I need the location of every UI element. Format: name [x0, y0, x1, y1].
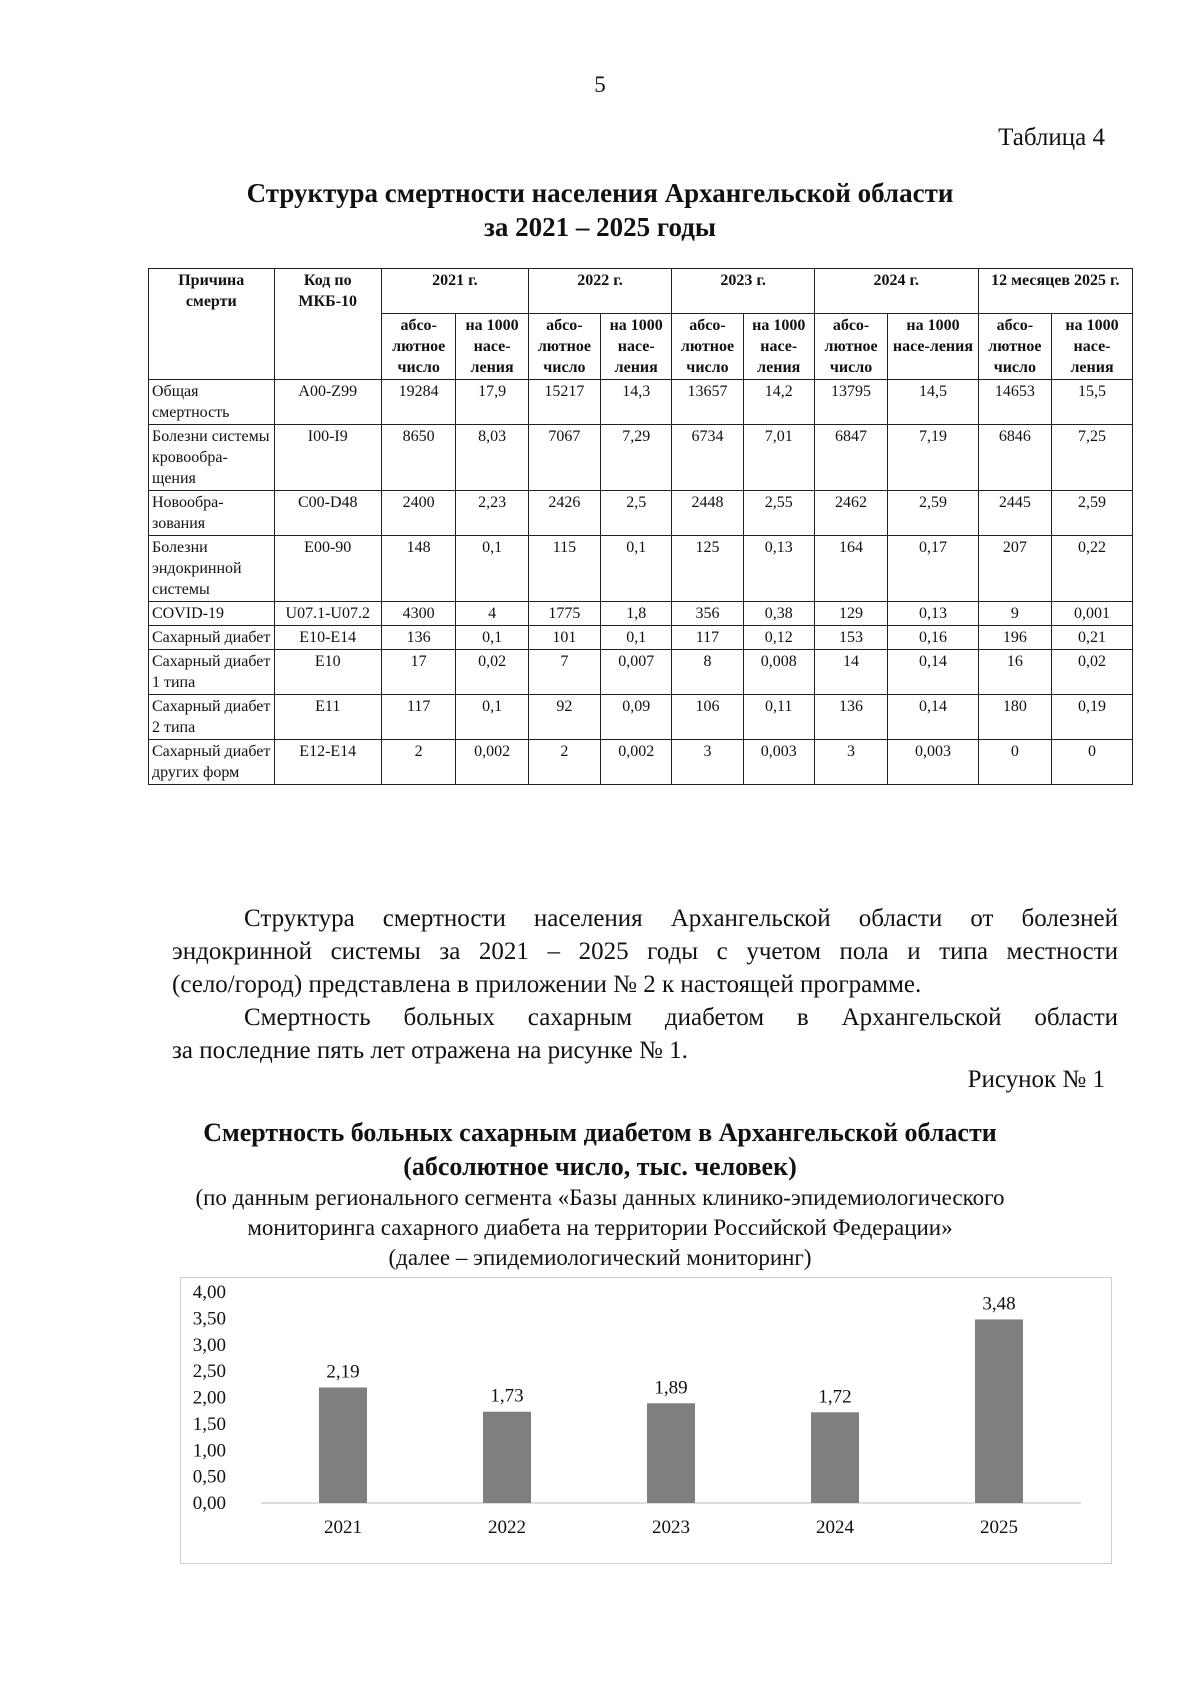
cell-per1000: 0,001 [1052, 602, 1133, 626]
cell-abs: 101 [528, 626, 600, 650]
table-title-line: Структура смертности населения Архангельской области [246, 178, 954, 208]
cell-abs: 0 [978, 740, 1051, 785]
cell-per1000: 0,003 [743, 740, 814, 785]
cell-abs: 207 [978, 536, 1051, 602]
chart-title [0, 1116, 1200, 1184]
bar-2021 [319, 1387, 367, 1503]
cell-abs: 115 [528, 536, 600, 602]
cell-code: E10 [274, 650, 381, 695]
cell-per1000: 0,1 [601, 536, 672, 602]
cell-per1000: 0,1 [601, 626, 672, 650]
cell-abs: 14653 [978, 380, 1051, 425]
y-tick-label: 1,00 [192, 1440, 226, 1462]
header-per1000: на 1000 насе-ления [888, 314, 978, 380]
cell-code: A00-Z99 [274, 380, 381, 425]
cell-abs: 3 [672, 740, 743, 785]
cell-per1000: 0,02 [1052, 650, 1133, 695]
header-per1000: на 1000 насе-ления [743, 314, 814, 380]
cell-per1000: 0,13 [888, 602, 978, 626]
cell-abs: 6847 [814, 425, 887, 491]
table-row [149, 425, 1133, 491]
cell-code: E00-90 [274, 536, 381, 602]
cell-abs: 4300 [381, 602, 455, 626]
paragraph-1 [172, 902, 1118, 1001]
cell-per1000: 0,008 [743, 650, 814, 695]
chart-subtitle [0, 1183, 1200, 1273]
header-per1000: на 1000 насе-ления [456, 314, 528, 380]
cell-abs: 3 [814, 740, 887, 785]
data-label: 3,48 [982, 1293, 1016, 1315]
cell-per1000: 0,21 [1052, 626, 1133, 650]
paragraph-line: за последние пять лет отражена на рисунке № 1. [172, 1037, 688, 1064]
paragraph-line: Смертность больных сахарным диабетом в Архангельской области [244, 1004, 1118, 1031]
cell-abs: 2400 [381, 491, 455, 536]
cell-code: C00-D48 [274, 491, 381, 536]
table-row [149, 602, 1133, 626]
cell-code: I00-I9 [274, 425, 381, 491]
header-cause: Причина смерти [149, 269, 275, 380]
header-abs: абсо-лютное число [381, 314, 455, 380]
header-code: Код по МКБ-10 [274, 269, 381, 380]
cell-per1000: 0,22 [1052, 536, 1133, 602]
cell-abs: 180 [978, 695, 1051, 740]
cell-per1000: 0,1 [456, 695, 528, 740]
cell-per1000: 0,1 [456, 536, 528, 602]
cell-per1000: 0,11 [743, 695, 814, 740]
cell-code: E11 [274, 695, 381, 740]
cell-per1000: 0,09 [601, 695, 672, 740]
header-abs: абсо-лютное число [672, 314, 743, 380]
cell-per1000: 7,01 [743, 425, 814, 491]
cell-abs: 15217 [528, 380, 600, 425]
table-title [0, 176, 1200, 244]
header-year: 2023 г. [672, 269, 815, 314]
y-tick-label: 0,00 [192, 1493, 226, 1514]
bar-2022 [483, 1412, 531, 1503]
cell-abs: 136 [381, 626, 455, 650]
cell-per1000: 0,02 [456, 650, 528, 695]
cell-code: U07.1-U07.2 [274, 602, 381, 626]
cell-abs: 19284 [381, 380, 455, 425]
cell-abs: 13657 [672, 380, 743, 425]
cell-per1000: 0,19 [1052, 695, 1133, 740]
cell-abs: 196 [978, 626, 1051, 650]
x-tick-label: 2022 [488, 1517, 526, 1538]
cell-cause: Новообра-зования [149, 491, 275, 536]
cell-abs: 148 [381, 536, 455, 602]
cell-per1000: 2,59 [888, 491, 978, 536]
chart-subtitle-line: (по данным регионального сегмента «Базы данных клинико-эпидемиологического [195, 1185, 1005, 1210]
cell-per1000: 2,55 [743, 491, 814, 536]
table-row [149, 536, 1133, 602]
cell-per1000: 14,2 [743, 380, 814, 425]
cell-per1000: 1,8 [601, 602, 672, 626]
cell-abs: 125 [672, 536, 743, 602]
cell-per1000: 17,9 [456, 380, 528, 425]
chart-subtitle-line: мониторинга сахарного диабета на территории Российской Федерации» [247, 1215, 953, 1240]
table-row [149, 491, 1133, 536]
bar-2024 [811, 1412, 859, 1503]
data-label: 1,72 [818, 1386, 852, 1408]
y-tick-label: 3,00 [192, 1334, 226, 1356]
cell-abs: 14 [814, 650, 887, 695]
mortality-table [148, 268, 1133, 785]
cell-per1000: 0,002 [601, 740, 672, 785]
cell-cause: Сахарный диабет других форм [149, 740, 275, 785]
table-row [149, 740, 1133, 785]
y-tick-label: 4,00 [192, 1282, 226, 1303]
table-body [149, 380, 1133, 785]
table-row [149, 695, 1133, 740]
cell-abs: 136 [814, 695, 887, 740]
header-abs: абсо-лютное число [528, 314, 600, 380]
cell-per1000: 0,14 [888, 650, 978, 695]
cell-abs: 153 [814, 626, 887, 650]
cell-per1000: 2,5 [601, 491, 672, 536]
cell-per1000: 0,14 [888, 695, 978, 740]
cell-abs: 2445 [978, 491, 1051, 536]
cell-cause: Общая смертность [149, 380, 275, 425]
header-year: 2022 г. [528, 269, 672, 314]
y-tick-label: 2,00 [192, 1387, 226, 1409]
cell-per1000: 7,19 [888, 425, 978, 491]
bar-2025 [975, 1319, 1023, 1503]
x-tick-label: 2024 [816, 1517, 854, 1538]
cell-abs: 117 [381, 695, 455, 740]
table-caption: Таблица 4 [998, 124, 1105, 151]
cell-per1000: 14,3 [601, 380, 672, 425]
cell-cause: COVID-19 [149, 602, 275, 626]
cell-code: E12-E14 [274, 740, 381, 785]
y-tick-label: 0,50 [192, 1466, 226, 1488]
cell-per1000: 0,38 [743, 602, 814, 626]
cell-cause: Болезни эндокринной системы [149, 536, 275, 602]
chart-title-line: (абсолютное число, тыс. человек) [403, 1152, 797, 1181]
cell-abs: 129 [814, 602, 887, 626]
paragraph-line: (село/город) представлена в приложении № 2 к настоящей программе. [172, 971, 922, 998]
cell-per1000: 7,25 [1052, 425, 1133, 491]
table-row [149, 380, 1133, 425]
bar-2023 [647, 1403, 695, 1503]
cell-cause: Сахарный диабет 1 типа [149, 650, 275, 695]
cell-per1000: 8,03 [456, 425, 528, 491]
cell-per1000: 0,1 [456, 626, 528, 650]
cell-abs: 13795 [814, 380, 887, 425]
cell-abs: 6734 [672, 425, 743, 491]
data-label: 1,89 [654, 1377, 688, 1399]
cell-per1000: 0,007 [601, 650, 672, 695]
cell-abs: 1775 [528, 602, 600, 626]
x-tick-label: 2023 [652, 1517, 690, 1538]
cell-abs: 8 [672, 650, 743, 695]
header-year: 12 месяцев 2025 г. [978, 269, 1132, 314]
cell-abs: 9 [978, 602, 1051, 626]
cell-abs: 106 [672, 695, 743, 740]
cell-abs: 2462 [814, 491, 887, 536]
bar-chart [180, 1277, 1112, 1564]
cell-abs: 7067 [528, 425, 600, 491]
x-tick-label: 2021 [324, 1517, 362, 1538]
header-year: 2024 г. [814, 269, 978, 314]
page-number: 5 [594, 72, 606, 97]
cell-per1000: 4 [456, 602, 528, 626]
cell-cause: Сахарный диабет 2 типа [149, 695, 275, 740]
chart-subtitle-line: (далее – эпидемиологический мониторинг) [388, 1245, 812, 1270]
data-label: 1,73 [490, 1385, 524, 1407]
figure-caption: Рисунок № 1 [967, 1066, 1105, 1093]
paragraph-line: Структура смертности населения Архангельской области от болезней [244, 905, 1118, 932]
cell-abs: 2448 [672, 491, 743, 536]
cell-per1000: 15,5 [1052, 380, 1133, 425]
cell-abs: 2 [528, 740, 600, 785]
table-title-line: за 2021 – 2025 годы [484, 212, 716, 242]
cell-per1000: 7,29 [601, 425, 672, 491]
cell-abs: 356 [672, 602, 743, 626]
cell-abs: 92 [528, 695, 600, 740]
header-per1000: на 1000 насе-ления [601, 314, 672, 380]
cell-per1000: 0,12 [743, 626, 814, 650]
y-tick-label: 3,50 [192, 1308, 226, 1330]
bar-chart-svg [181, 1278, 1111, 1563]
cell-abs: 7 [528, 650, 600, 695]
x-tick-label: 2025 [980, 1517, 1018, 1538]
data-label: 2,19 [326, 1361, 360, 1383]
cell-abs: 117 [672, 626, 743, 650]
cell-abs: 2 [381, 740, 455, 785]
header-year: 2021 г. [381, 269, 528, 314]
cell-cause: Болезни системы кровообра-щения [149, 425, 275, 491]
cell-per1000: 2,59 [1052, 491, 1133, 536]
header-abs: абсо-лютное число [814, 314, 887, 380]
cell-abs: 6846 [978, 425, 1051, 491]
y-tick-label: 1,50 [192, 1413, 226, 1435]
cell-per1000: 0,16 [888, 626, 978, 650]
cell-per1000: 2,23 [456, 491, 528, 536]
cell-per1000: 0,17 [888, 536, 978, 602]
header-per1000: на 1000 насе-ления [1052, 314, 1133, 380]
header-abs: абсо-лютное число [978, 314, 1051, 380]
cell-code: E10-E14 [274, 626, 381, 650]
cell-per1000: 0,002 [456, 740, 528, 785]
cell-abs: 16 [978, 650, 1051, 695]
cell-per1000: 0,003 [888, 740, 978, 785]
table-row [149, 626, 1133, 650]
cell-per1000: 0 [1052, 740, 1133, 785]
paragraph-line: эндокринной системы за 2021 – 2025 годы с учетом пола и типа местности [172, 938, 1118, 965]
cell-abs: 2426 [528, 491, 600, 536]
cell-per1000: 0,13 [743, 536, 814, 602]
cell-per1000: 14,5 [888, 380, 978, 425]
y-tick-label: 2,50 [192, 1361, 226, 1383]
paragraph-2 [172, 1001, 1118, 1067]
table-row [149, 650, 1133, 695]
cell-abs: 164 [814, 536, 887, 602]
cell-abs: 8650 [381, 425, 455, 491]
chart-title-line: Смертность больных сахарным диабетом в Архангельской области [203, 1118, 997, 1147]
cell-abs: 17 [381, 650, 455, 695]
cell-cause: Сахарный диабет [149, 626, 275, 650]
